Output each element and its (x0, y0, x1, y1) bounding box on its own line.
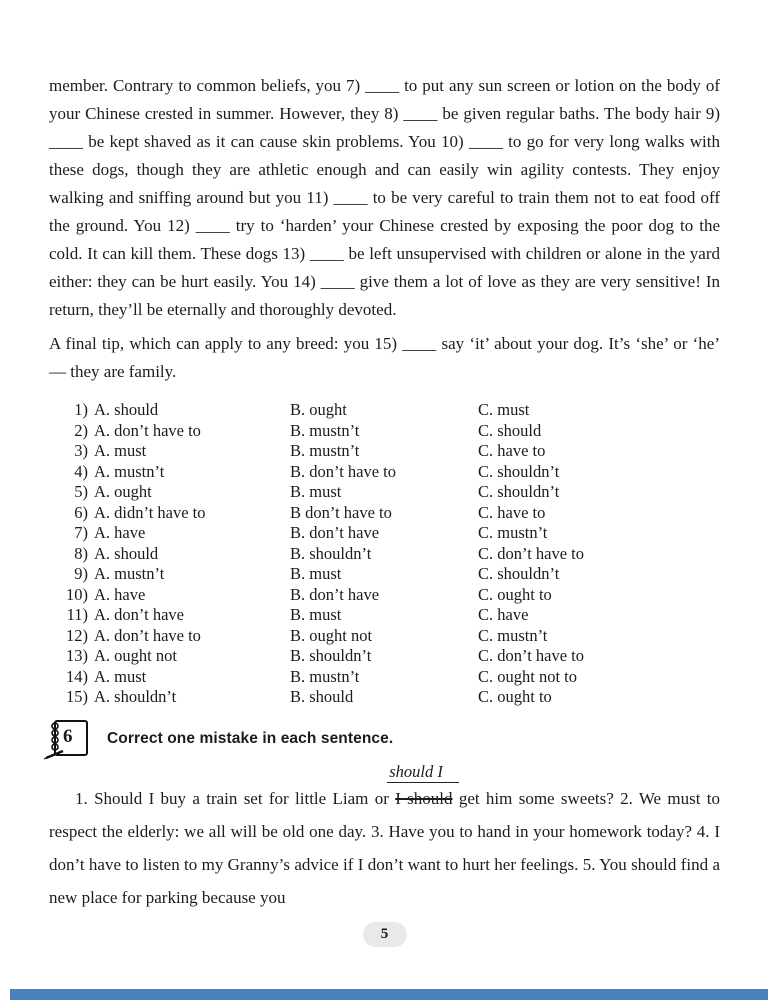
exercise-number: 6 (63, 725, 73, 747)
option-b: B. shouldn’t (290, 646, 372, 665)
option-a: A. should (94, 400, 159, 419)
option-a: A. must (94, 441, 147, 460)
option-a: A. mustn’t (94, 461, 165, 481)
option-c: C. ought to (478, 687, 552, 706)
correction-text-post: get him some sweets? (452, 788, 614, 808)
option-b: B. ought (290, 400, 347, 419)
option-b: B. must (290, 482, 342, 501)
exercise-title: Correct one mistake in each sentence. (107, 729, 394, 747)
option-number: 10) (66, 584, 88, 604)
option-b: B. mustn’t (290, 666, 360, 686)
correction-text-pre: 1. Should I buy a train set for little Liam or (75, 788, 396, 808)
option-row (62, 605, 720, 626)
option-number: 15) (66, 687, 88, 706)
options-table (62, 400, 720, 708)
notebook-icon (43, 718, 91, 760)
option-b: B. mustn’t (290, 441, 360, 460)
page-number (363, 922, 407, 947)
option-c: C. must (478, 400, 530, 419)
option-row (62, 523, 720, 544)
option-row (62, 646, 720, 667)
option-number: 5) (74, 482, 88, 501)
option-number: 7) (74, 523, 88, 542)
correction-paragraph (49, 761, 721, 914)
option-row (62, 585, 720, 606)
exercise-header (43, 718, 720, 760)
option-c: C. mustn’t (478, 625, 548, 645)
option-row (62, 687, 720, 708)
option-number: 11) (66, 605, 88, 624)
option-b: B. must (290, 564, 342, 583)
option-b: B. should (290, 687, 354, 706)
option-row (62, 441, 720, 462)
option-b: B. must (290, 605, 342, 624)
option-row (62, 400, 720, 421)
option-number: 8) (74, 543, 88, 563)
option-row (62, 544, 720, 565)
bottom-bar (10, 989, 768, 1000)
option-row (62, 482, 720, 503)
struck-text (389, 761, 453, 808)
option-b: B. mustn’t (290, 420, 360, 440)
option-b: B. don’t have (290, 584, 380, 604)
option-a: A. didn’t have to (94, 502, 206, 522)
option-a: A. don’t have (94, 605, 184, 624)
struck-text-label: I should (395, 788, 453, 808)
option-number: 1) (74, 400, 88, 419)
option-c: C. shouldn’t (478, 564, 560, 583)
option-row (62, 462, 720, 483)
option-b: B. shouldn’t (290, 543, 372, 563)
option-number: 12) (66, 625, 88, 645)
option-number: 6) (74, 502, 88, 522)
option-row (62, 503, 720, 524)
option-number: 3) (74, 441, 88, 460)
option-c: C. have to (478, 441, 546, 460)
option-row (62, 667, 720, 688)
option-a: A. mustn’t (94, 564, 165, 583)
option-c: C. shouldn’t (478, 461, 560, 481)
option-c: C. should (478, 420, 542, 440)
option-number: 13) (66, 646, 88, 665)
option-a: A. don’t have to (94, 420, 201, 440)
option-b: B don’t have to (290, 502, 392, 522)
option-number: 14) (66, 666, 88, 686)
option-a: A. should (94, 543, 159, 563)
option-number: 2) (74, 420, 88, 440)
option-c: C. ought not to (478, 666, 578, 686)
option-row (62, 421, 720, 442)
option-b: B. don’t have to (290, 461, 397, 481)
option-c: C. don’t have to (478, 543, 585, 563)
option-a: A. ought not (94, 646, 177, 665)
option-a: A. must (94, 666, 147, 686)
handwritten-correction: should I (387, 764, 459, 784)
option-c: C. have (478, 605, 529, 624)
passage-paragraph-2: A final tip, which can apply to any breed: you 15) ____ say ‘it’ about your dog. It’s ‘she’ or ‘he’ — they are family. (49, 334, 720, 381)
option-a: A. don’t have to (94, 625, 201, 645)
option-a: A. have (94, 584, 146, 604)
option-c: C. have to (478, 502, 546, 522)
option-row (62, 564, 720, 585)
option-c: C. don’t have to (478, 646, 585, 665)
option-b: B. don’t have (290, 523, 380, 542)
option-row (62, 626, 720, 647)
correction-text-rest: 2. We must to respect the elderly: we all will be old one day. 3. Have you to hand in your homework today? 4. I don’t have to listen to my Granny’s advice if I don’t want to hurt her feelings. 5. You should find a new place for parking because you (49, 788, 721, 907)
option-a: A. shouldn’t (94, 687, 177, 706)
option-number: 9) (74, 564, 88, 583)
page-number-label: 5 (380, 925, 389, 942)
option-a: A. ought (94, 482, 152, 501)
option-a: A. have (94, 523, 146, 542)
passage-paragraph-1: member. Contrary to common beliefs, you 7) ____ to put any sun screen or lotion on the body of your Chinese crested in summer. However, they 8) ____ be given regular baths. The body hair 9) ____ be kept shaved as it can cause skin problems. You 10) ____ to go for very long walks with these dogs, though they are athletic enough and can easily win agility contests. They enjoy walking and sniffing around but you 11) ____ to be very careful to train them not to eat food off the ground. You 12) ____ try to ‘harden’ your Chinese crested by exposing the poor dog to the cold. It can kill them. These dogs 13) ____ be left unsupervised with children or alone in the yard either: they can be hurt easily. You 14) ____ give them a lot of love as they are very sensitive! In return, they’ll be eternally and thoroughly devoted. (49, 76, 720, 319)
option-c: C. ought to (478, 584, 552, 604)
option-c: C. shouldn’t (478, 482, 560, 501)
option-number: 4) (74, 461, 88, 481)
option-c: C. mustn’t (478, 523, 548, 542)
option-b: B. ought not (290, 625, 373, 645)
